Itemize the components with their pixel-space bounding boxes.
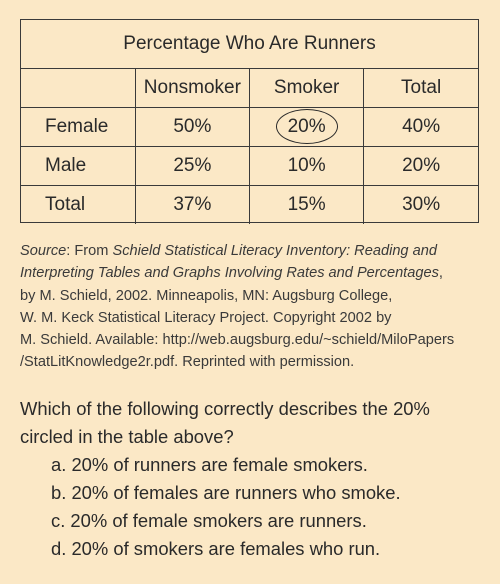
table-title: Percentage Who Are Runners <box>21 20 478 68</box>
cell-total-total: 30% <box>364 185 478 224</box>
cell-male-smoker: 10% <box>250 146 364 185</box>
source-line-5: M. Schield. Available: http://web.augsburg.edu/~schield/MiloPapers <box>20 332 455 349</box>
table-row-female <box>21 107 478 146</box>
option-b[interactable]: b. 20% of females are runners who smoke. <box>51 482 401 503</box>
source-work-title-part2: Interpreting Tables and Graphs Involving Rates and Percentages <box>20 265 439 282</box>
table-row-total <box>21 185 478 224</box>
option-a[interactable]: a. 20% of runners are female smokers. <box>51 454 368 475</box>
cell-female-total: 40% <box>364 107 478 146</box>
question-stem-line-1: Which of the following correctly describes the 20% <box>20 398 430 419</box>
source-line-4: W. M. Keck Statistical Literacy Project. Copyright 2002 by <box>20 309 392 326</box>
cell-total-smoker: 15% <box>250 185 364 224</box>
source-line-1 <box>20 240 490 262</box>
cell-male-nonsmoker: 25% <box>135 146 249 185</box>
header-total: Total <box>364 68 478 107</box>
circled-value <box>288 116 326 138</box>
header-empty-cell <box>21 68 135 107</box>
header-smoker: Smoker <box>250 68 364 107</box>
runners-table-wrapper <box>20 19 479 223</box>
circled-text: 20% <box>287 115 326 137</box>
question-block <box>20 395 490 563</box>
cell-total-nonsmoker: 37% <box>135 185 249 224</box>
header-nonsmoker: Nonsmoker <box>135 68 249 107</box>
table-row-male <box>21 146 478 185</box>
source-label: Source <box>20 243 67 259</box>
source-sep: : From <box>66 243 113 259</box>
source-line-2: Interpreting Tables and Graphs Involving Rates and Percentages, <box>20 265 443 282</box>
circle-mark <box>276 109 338 144</box>
source-citation <box>20 240 490 374</box>
question-stem-line-2: circled in the table above? <box>20 426 234 447</box>
row-label-female: Female <box>21 107 135 146</box>
option-c[interactable]: c. 20% of female smokers are runners. <box>51 510 367 531</box>
cell-female-nonsmoker: 50% <box>135 107 249 146</box>
source-line-3: by M. Schield, 2002. Minneapolis, MN: Augsburg College, <box>20 287 393 304</box>
source-line-6: /StatLitKnowledge2r.pdf. Reprinted with permission. <box>20 354 355 371</box>
runners-table <box>21 20 478 224</box>
source-work-title-part1: Schield Statistical Literacy Inventory: Reading and <box>112 243 437 259</box>
option-d[interactable]: d. 20% of smokers are females who run. <box>51 538 381 559</box>
row-label-male: Male <box>21 146 135 185</box>
cell-female-smoker-circled <box>250 107 364 146</box>
cell-male-total: 20% <box>364 146 478 185</box>
table-header-row <box>21 68 478 107</box>
row-label-total: Total <box>21 185 135 224</box>
